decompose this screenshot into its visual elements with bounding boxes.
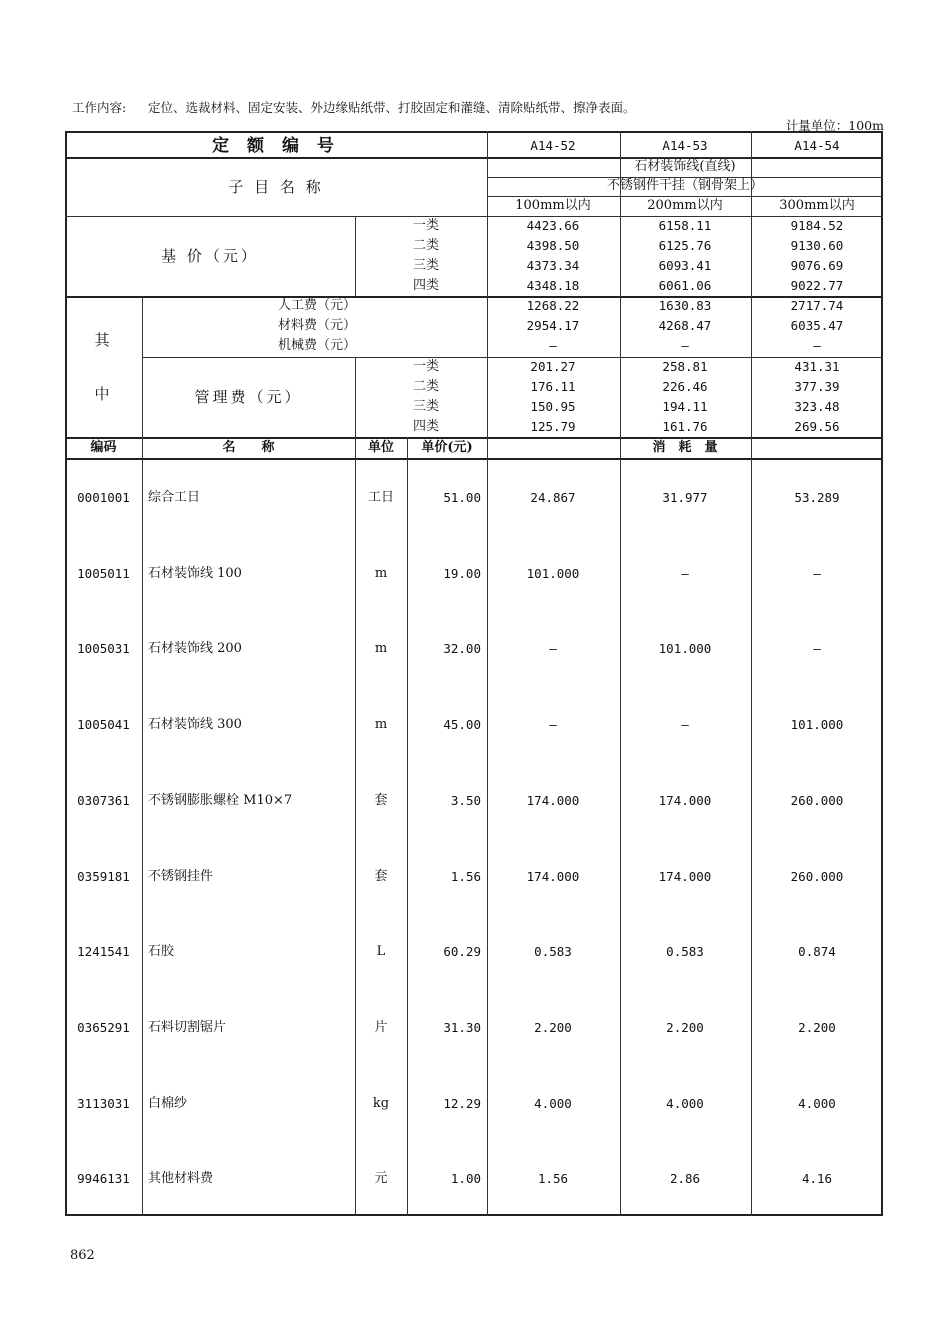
material-consumption: – bbox=[813, 565, 821, 581]
material-unit-price: 19.00 bbox=[443, 565, 481, 581]
column-header-consumption: 消 耗 量 bbox=[652, 440, 718, 455]
material-unit: L bbox=[376, 944, 386, 960]
material-name: 白棉纱 bbox=[148, 1095, 188, 1111]
material-consumption: 260.000 bbox=[790, 792, 844, 808]
material-consumption: 53.289 bbox=[794, 490, 840, 505]
price-class-label: 一类 bbox=[412, 359, 439, 374]
cost-value: 2954.17 bbox=[526, 318, 580, 333]
management-fee-value: 176.11 bbox=[530, 379, 576, 394]
base-price-value: 6093.41 bbox=[658, 258, 712, 273]
material-unit: 工日 bbox=[367, 490, 394, 505]
material-consumption: – bbox=[681, 717, 689, 733]
material-consumption: – bbox=[549, 641, 557, 657]
base-price-value: 4348.18 bbox=[526, 278, 580, 293]
column-header-price: 单价(元) bbox=[421, 440, 473, 455]
of-which-label-top: 其 bbox=[94, 331, 113, 349]
spec-label: 200mm以内 bbox=[647, 198, 723, 213]
material-unit: 片 bbox=[374, 1019, 388, 1035]
cost-value: – bbox=[549, 338, 557, 353]
cost-label: 人工费（元） bbox=[277, 298, 356, 313]
cost-value: – bbox=[681, 338, 689, 353]
material-code: 1241541 bbox=[77, 944, 130, 960]
cost-label: 材料费（元） bbox=[277, 318, 356, 333]
material-consumption: 4.000 bbox=[666, 1095, 704, 1111]
material-unit-price: 12.29 bbox=[443, 1095, 481, 1111]
material-consumption: 174.000 bbox=[658, 868, 712, 884]
material-code: 0365291 bbox=[77, 1019, 130, 1035]
management-fee-value: 125.79 bbox=[530, 419, 576, 434]
page-number: 862 bbox=[70, 1248, 95, 1263]
material-code: 9946131 bbox=[77, 1171, 130, 1187]
column-header-code: 编码 bbox=[90, 440, 117, 455]
cost-value: 6035.47 bbox=[790, 318, 844, 333]
material-unit-price: 45.00 bbox=[443, 717, 481, 733]
base-price-value: 4398.50 bbox=[526, 238, 580, 253]
material-consumption: 260.000 bbox=[790, 868, 844, 884]
material-consumption: 101.000 bbox=[526, 565, 580, 581]
material-consumption: – bbox=[813, 641, 821, 657]
management-fee-label: 管理费（元） bbox=[194, 388, 303, 406]
work-content-text: 定位、选裁材料、固定安装、外边缘贴纸带、打胶固定和灌缝、清除贴纸带、擦净表面。 bbox=[148, 100, 636, 115]
material-consumption: 4.000 bbox=[798, 1095, 836, 1111]
quota-code-label: 定 额 编 号 bbox=[212, 136, 340, 156]
material-consumption: 174.000 bbox=[526, 868, 580, 884]
material-unit: 元 bbox=[374, 1171, 388, 1187]
cost-value: – bbox=[813, 338, 821, 353]
material-consumption: 0.583 bbox=[534, 944, 572, 960]
base-price-value: 4423.66 bbox=[526, 218, 580, 233]
price-class-label: 四类 bbox=[412, 419, 439, 434]
management-fee-value: 226.46 bbox=[662, 379, 708, 394]
material-consumption: 101.000 bbox=[790, 717, 844, 733]
base-price-value: 4373.34 bbox=[526, 258, 580, 273]
material-code: 0307361 bbox=[77, 792, 130, 808]
sub-group-title: 不锈钢件干挂（钢骨架上） bbox=[606, 178, 763, 193]
material-consumption: 174.000 bbox=[526, 792, 580, 808]
material-consumption: 1.56 bbox=[537, 1171, 569, 1187]
material-unit: m bbox=[374, 641, 388, 657]
material-unit-price: 60.29 bbox=[443, 944, 481, 960]
cost-value: 1630.83 bbox=[658, 298, 712, 313]
section-rule bbox=[65, 458, 883, 460]
price-class-label: 二类 bbox=[412, 238, 439, 253]
quota-code: A14-54 bbox=[794, 138, 840, 153]
material-consumption: 2.200 bbox=[798, 1019, 836, 1035]
material-code: 0001001 bbox=[77, 490, 130, 505]
price-class-label: 三类 bbox=[412, 258, 439, 273]
material-unit: 套 bbox=[374, 792, 388, 808]
material-consumption: 4.000 bbox=[534, 1095, 572, 1111]
management-fee-value: 269.56 bbox=[794, 419, 840, 434]
material-consumption: – bbox=[681, 565, 689, 581]
column-header-unit: 单位 bbox=[367, 440, 394, 455]
material-consumption: 4.16 bbox=[801, 1171, 833, 1187]
management-fee-value: 161.76 bbox=[662, 419, 708, 434]
base-price-label: 基 价（元） bbox=[161, 247, 259, 265]
material-code: 0359181 bbox=[77, 868, 130, 884]
unit-note: 计量单位：100m bbox=[785, 118, 884, 133]
material-unit-price: 3.50 bbox=[450, 792, 481, 808]
material-unit: 套 bbox=[374, 868, 388, 884]
material-consumption: 0.874 bbox=[798, 944, 836, 960]
spec-label: 100mm以内 bbox=[515, 198, 591, 213]
cost-value: 4268.47 bbox=[658, 318, 712, 333]
material-consumption: 0.583 bbox=[666, 944, 704, 960]
material-unit-price: 1.00 bbox=[450, 1171, 481, 1187]
material-consumption: – bbox=[549, 717, 557, 733]
material-unit: m bbox=[374, 565, 388, 581]
spec-label: 300mm以内 bbox=[779, 198, 855, 213]
price-class-label: 三类 bbox=[412, 399, 439, 414]
base-price-value: 9022.77 bbox=[790, 278, 844, 293]
material-name: 不锈钢膨胀螺栓 M10×7 bbox=[148, 792, 293, 808]
quota-code: A14-52 bbox=[530, 138, 576, 153]
management-fee-value: 201.27 bbox=[530, 359, 576, 374]
material-name: 其他材料费 bbox=[148, 1171, 214, 1187]
management-fee-value: 194.11 bbox=[662, 399, 708, 414]
management-fee-value: 150.95 bbox=[530, 399, 576, 414]
material-consumption: 24.867 bbox=[530, 490, 576, 505]
price-class-label: 二类 bbox=[412, 379, 439, 394]
work-content-label: 工作内容: bbox=[72, 100, 127, 115]
material-name: 石胶 bbox=[148, 944, 175, 960]
material-name: 石材装饰线 300 bbox=[148, 717, 242, 733]
quota-code: A14-53 bbox=[662, 138, 708, 153]
price-class-label: 一类 bbox=[412, 218, 439, 233]
material-consumption: 2.200 bbox=[534, 1019, 572, 1035]
material-unit: kg bbox=[372, 1095, 390, 1111]
material-name: 石料切割锯片 bbox=[148, 1019, 227, 1035]
material-unit-price: 32.00 bbox=[443, 641, 481, 657]
material-consumption: 2.200 bbox=[666, 1019, 704, 1035]
material-unit-price: 1.56 bbox=[450, 868, 481, 884]
base-price-value: 6061.06 bbox=[658, 278, 712, 293]
of-which-label-bottom: 中 bbox=[94, 385, 113, 403]
material-consumption: 2.86 bbox=[669, 1171, 701, 1187]
management-fee-value: 431.31 bbox=[794, 359, 840, 374]
material-unit: m bbox=[374, 717, 388, 733]
cost-value: 1268.22 bbox=[526, 298, 580, 313]
material-code: 3113031 bbox=[77, 1095, 130, 1111]
material-code: 1005041 bbox=[77, 717, 130, 733]
cost-value: 2717.74 bbox=[790, 298, 844, 313]
material-unit-price: 51.00 bbox=[443, 490, 481, 505]
management-fee-value: 323.48 bbox=[794, 399, 840, 414]
column-header-name: 名 称 bbox=[222, 440, 275, 455]
material-code: 1005011 bbox=[77, 565, 130, 581]
code-column-rule bbox=[142, 437, 143, 1216]
management-fee-value: 258.81 bbox=[662, 359, 708, 374]
material-name: 石材装饰线 100 bbox=[148, 565, 242, 581]
base-price-value: 9076.69 bbox=[790, 258, 844, 273]
price-class-label: 四类 bbox=[412, 278, 439, 293]
cost-label: 机械费（元） bbox=[277, 338, 356, 353]
material-unit-price: 31.30 bbox=[443, 1019, 481, 1035]
base-price-value: 6125.76 bbox=[658, 238, 712, 253]
base-price-value: 9130.60 bbox=[790, 238, 844, 253]
base-price-value: 6158.11 bbox=[658, 218, 712, 233]
material-name: 综合工日 bbox=[148, 490, 201, 505]
material-name: 不锈钢挂件 bbox=[148, 868, 214, 884]
item-name-label: 子 目 名 称 bbox=[228, 178, 324, 196]
material-name: 石材装饰线 200 bbox=[148, 641, 242, 657]
material-consumption: 174.000 bbox=[658, 792, 712, 808]
management-fee-value: 377.39 bbox=[794, 379, 840, 394]
material-consumption: 101.000 bbox=[658, 641, 712, 657]
material-consumption: 31.977 bbox=[662, 490, 708, 505]
group-title: 石材装饰线(直线) bbox=[634, 159, 736, 174]
material-code: 1005031 bbox=[77, 641, 130, 657]
base-price-value: 9184.52 bbox=[790, 218, 844, 233]
